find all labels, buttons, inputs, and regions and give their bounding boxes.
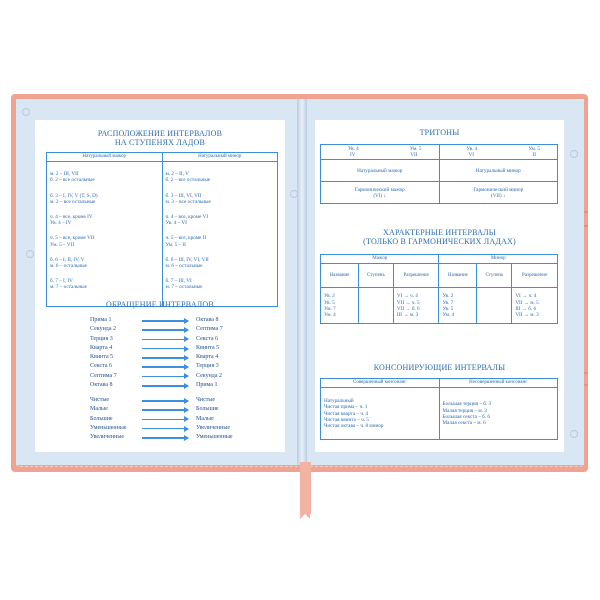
cell-text: Чистая октава – ч. 8 минор xyxy=(324,423,384,429)
cell-text: Малая секста – м. 6 xyxy=(442,419,486,426)
table-row xyxy=(47,162,278,307)
title-characteristic xyxy=(315,228,564,246)
interval-positions-table xyxy=(46,152,278,307)
from-text: Терция 3 xyxy=(90,335,113,342)
quality-inversion-list xyxy=(90,396,270,442)
inversion-list xyxy=(90,316,270,390)
arrow-right-icon xyxy=(142,419,188,421)
to-text: Уменьшенные xyxy=(196,434,233,441)
right-page xyxy=(315,120,564,452)
cell-text: Ум. 5 – II xyxy=(165,241,186,248)
cell-text: Ум. 7 xyxy=(324,305,336,312)
arrow-right-icon xyxy=(142,409,188,411)
cell-text: Гармонический минор (VII) ↓ xyxy=(439,182,558,204)
major-header: Мажор xyxy=(321,255,439,264)
cell-text: III → м. 3 xyxy=(396,311,419,318)
cell-text: Ув. 4 – VI xyxy=(165,220,187,227)
table-row xyxy=(321,288,558,324)
cell-text: Большая секста – б. 6 xyxy=(442,413,490,420)
cell-text: Чистая прима – ч. 1 xyxy=(324,404,368,411)
consonant-intervals-table xyxy=(320,378,558,440)
from-text: Прима 1 xyxy=(90,317,112,323)
to-text: Малые xyxy=(196,415,214,422)
cell-text: б. 2 – все остальные xyxy=(50,177,95,184)
cell-text: ч. 4 – все, кроме VI xyxy=(165,214,209,221)
title-inversion: ОБРАЩЕНИЕ ИНТЕРВАЛОВ xyxy=(106,300,214,309)
from-text: Септима 7 xyxy=(90,372,117,379)
cell-text: VI → ч. 4 xyxy=(396,293,418,300)
cell-text: Малая терция – м. 3 xyxy=(442,407,487,414)
to-text: Чистые xyxy=(196,397,216,403)
cell-text: II xyxy=(532,152,536,159)
cell-text: м. 2 – III, VII xyxy=(50,171,79,178)
list-item xyxy=(90,344,270,353)
to-text: Септима 7 xyxy=(196,326,223,333)
cell-text: б. 6 – III, IV, VI, VII xyxy=(165,256,209,263)
cell-text: Натуральный xyxy=(324,398,354,405)
list-item xyxy=(90,372,270,381)
cell-text: б. 7 – I, IV xyxy=(50,278,73,285)
from-text: Чистые xyxy=(90,397,110,403)
list-item xyxy=(90,405,270,414)
cell-text: Ум. 4 xyxy=(324,311,336,318)
to-text: Октава 8 xyxy=(196,317,219,323)
table-row xyxy=(321,145,558,160)
cell-text: Чистая кварта – ч. 4 xyxy=(324,410,369,417)
list-item xyxy=(90,424,270,433)
tritones-table xyxy=(320,144,558,204)
cell-text: Ув. 5 xyxy=(442,305,454,312)
list-item xyxy=(90,396,270,405)
minor-resolutions xyxy=(512,288,558,324)
from-text: Уменьшенные xyxy=(90,424,127,431)
title-line: НА СТУПЕНЯХ ЛАДОВ xyxy=(114,138,206,147)
ribbon-bookmark xyxy=(300,462,311,514)
arrow-right-icon xyxy=(142,348,188,350)
cell-text: м. 7 – остальные xyxy=(50,284,87,291)
cell-text: м. 2 – II, V xyxy=(165,171,189,178)
cell-text: Чистая квинта – ч. 5 xyxy=(324,416,369,423)
col-header: Название xyxy=(439,264,477,288)
arrow-right-icon xyxy=(142,400,188,402)
minor-names xyxy=(439,288,477,324)
arrow-right-icon xyxy=(142,428,188,430)
col-header: Ступень xyxy=(477,264,512,288)
cell-text: Ув. 5 xyxy=(324,299,335,306)
col-header: Разрешение xyxy=(512,264,558,288)
cell-text: Натуральный минор xyxy=(439,160,558,182)
title-consonant: КОНСОНИРУЮЩИЕ ИНТЕРВАЛЫ xyxy=(373,363,506,372)
music-note-doodle xyxy=(26,250,34,258)
list-item xyxy=(90,325,270,334)
col-header: Название xyxy=(321,264,359,288)
cell-text: Ув. 2 xyxy=(324,293,335,300)
tritone-minor-intervals xyxy=(439,145,558,160)
cell-text: б. 3 – I, IV, V (T, S, D) xyxy=(50,192,98,199)
minor-header: Натуральный минор xyxy=(162,153,278,162)
cell-text: б. 7 – III, VI xyxy=(165,278,192,285)
to-text: Секунда 2 xyxy=(196,372,222,379)
cell-text: м. 3 – все остальные xyxy=(165,198,211,205)
list-item xyxy=(90,362,270,371)
to-text: Увеличенные xyxy=(196,424,231,431)
cell-text: Ув. 7 xyxy=(442,299,454,306)
from-text: Секунда 2 xyxy=(90,326,116,333)
major-names xyxy=(321,288,359,324)
table-row xyxy=(321,160,558,182)
from-text: Увеличенные xyxy=(90,434,125,441)
table-row xyxy=(321,264,558,288)
arrow-right-icon xyxy=(142,376,188,378)
cell-text: Ум. 5 – VII xyxy=(50,241,75,248)
cell-text: Большая терция – б. 3 xyxy=(442,401,492,408)
title-interval-positions xyxy=(35,129,285,147)
cell-text: VII → м. 5 xyxy=(515,299,539,306)
from-text: Октава 8 xyxy=(90,382,113,389)
cell-text: III → б. 6 xyxy=(515,305,537,312)
perfect-list xyxy=(321,388,440,440)
major-resolutions xyxy=(393,288,439,324)
perfect-header: Совершенный консонанс xyxy=(321,379,440,388)
arrow-right-icon xyxy=(142,366,188,368)
title-tritones: ТРИТОНЫ xyxy=(419,128,460,137)
from-text: Кварта 4 xyxy=(90,344,113,351)
minor-column xyxy=(162,162,278,307)
from-text: Малые xyxy=(90,406,108,413)
arrow-right-icon xyxy=(142,329,188,331)
cell-text: ч. 5 – все, кроме VII xyxy=(50,235,95,242)
music-note-doodle xyxy=(570,430,578,438)
list-item xyxy=(90,381,270,390)
cell-text: Ув. 4 – IV xyxy=(50,220,72,227)
cell-text: VII → м. 3 xyxy=(515,311,539,318)
arrow-right-icon xyxy=(142,437,188,439)
to-text: Квинта 5 xyxy=(196,344,220,351)
music-note-doodle xyxy=(22,108,30,116)
cell-text: Гармонический мажор (VI) ↓ xyxy=(321,182,440,204)
arrow-right-icon xyxy=(142,357,188,359)
col-header: Ступень xyxy=(358,264,393,288)
list-item xyxy=(90,335,270,344)
imperfect-header: Несовершенный консонанс xyxy=(439,379,558,388)
major-steps xyxy=(358,288,393,324)
cell-text: VII → ч. 5 xyxy=(396,299,420,306)
table-row xyxy=(321,388,558,440)
major-column xyxy=(47,162,163,307)
cell-text: VI xyxy=(468,152,474,159)
cell-text: м. 6 – остальные xyxy=(50,263,87,270)
cell-text: м. 3 – все остальные xyxy=(50,198,96,205)
minor-header: Минор xyxy=(439,255,558,264)
cell-text: б. 3 – III, VI, VII xyxy=(165,192,202,199)
to-text: Большие xyxy=(196,406,219,413)
music-note-doodle xyxy=(570,150,578,158)
cell-text: IV xyxy=(350,152,356,159)
cell-text: Ув. 4 xyxy=(466,146,478,152)
arrow-right-icon xyxy=(142,385,188,387)
cell-text: Ум. 4 xyxy=(442,311,455,318)
left-page xyxy=(35,120,285,452)
list-item xyxy=(90,353,270,362)
col-header: Разрешение xyxy=(393,264,439,288)
cell-text: VI → ч. 4 xyxy=(515,293,537,300)
list-item xyxy=(90,316,270,325)
title-line: (ТОЛЬКО В ГАРМОНИЧЕСКИХ ЛАДАХ) xyxy=(363,237,516,246)
cell-text: б. 2 – все остальные xyxy=(165,177,211,184)
major-header: Натуральный мажор xyxy=(47,153,163,162)
arrow-right-icon xyxy=(142,339,188,341)
list-item xyxy=(90,415,270,424)
cell-text: м. 6 – остальные xyxy=(165,263,203,270)
music-note-doodle xyxy=(290,190,298,198)
cell-text: VII xyxy=(410,152,418,159)
characteristic-intervals-table xyxy=(320,254,558,324)
cell-text: Ув. 2 xyxy=(442,293,454,300)
table-row xyxy=(321,379,558,388)
from-text: Квинта 5 xyxy=(90,354,114,361)
from-text: Большие xyxy=(90,415,113,422)
to-text: Терция 3 xyxy=(196,363,219,370)
to-text: Прима 1 xyxy=(196,382,218,389)
to-text: Секста 6 xyxy=(196,335,219,342)
cell-text: ч. 5 – все, кроме II xyxy=(165,235,207,242)
table-row xyxy=(321,255,558,264)
imperfect-list xyxy=(439,388,558,440)
from-text: Секста 6 xyxy=(90,363,113,370)
book-spine-gutter xyxy=(297,99,307,465)
arrow-right-icon xyxy=(142,320,188,322)
cell-text: б. 6 – I, II, IV, V xyxy=(50,256,85,263)
cell-text: Ум. 5 xyxy=(409,146,422,152)
cell-text: Натуральный мажор xyxy=(321,160,440,182)
cell-text: VII → б. 6 xyxy=(396,305,420,312)
cell-text: Ув. 4 xyxy=(348,146,359,152)
tritone-major-intervals xyxy=(321,145,440,160)
minor-steps xyxy=(477,288,512,324)
title-line: РАСПОЛОЖЕНИЕ ИНТЕРВАЛОВ xyxy=(97,129,223,138)
cell-text: ч. 4 – все, кроме IV xyxy=(50,214,93,221)
to-text: Кварта 4 xyxy=(196,354,219,361)
title-line: ХАРАКТЕРНЫЕ ИНТЕРВАЛЫ xyxy=(383,228,496,237)
table-row xyxy=(321,182,558,204)
cell-text: Ум. 5 xyxy=(528,146,540,152)
cell-text: м. 7 – остальные xyxy=(165,284,203,291)
list-item xyxy=(90,433,270,442)
